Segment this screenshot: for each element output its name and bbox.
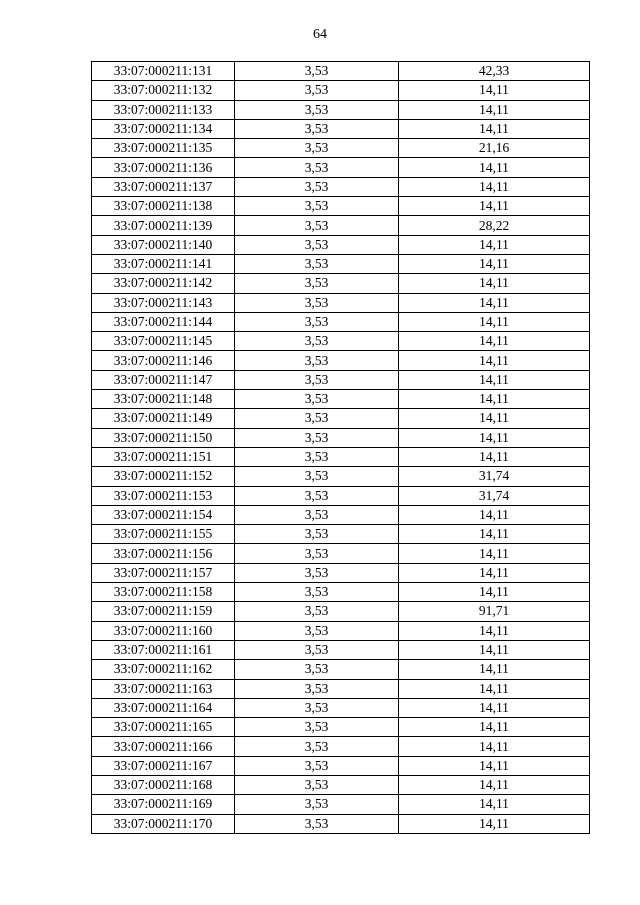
coefficient-cell: 3,53 — [235, 775, 399, 794]
value-cell: 31,74 — [399, 467, 590, 486]
cadastral-number-cell: 33:07:000211:133 — [92, 100, 235, 119]
value-cell: 91,71 — [399, 602, 590, 621]
table-row — [92, 737, 590, 756]
value-cell: 14,11 — [399, 737, 590, 756]
cadastral-number-cell: 33:07:000211:135 — [92, 139, 235, 158]
coefficient-cell: 3,53 — [235, 795, 399, 814]
page-number: 64 — [313, 27, 327, 42]
cadastral-number-cell: 33:07:000211:168 — [92, 775, 235, 794]
value-cell: 14,11 — [399, 274, 590, 293]
coefficient-cell: 3,53 — [235, 158, 399, 177]
cadastral-number-cell: 33:07:000211:145 — [92, 332, 235, 351]
cadastral-number-cell: 33:07:000211:142 — [92, 274, 235, 293]
value-cell: 14,11 — [399, 409, 590, 428]
table-row — [92, 525, 590, 544]
value-cell: 14,11 — [399, 544, 590, 563]
cadastral-number-cell: 33:07:000211:169 — [92, 795, 235, 814]
table-row — [92, 583, 590, 602]
value-cell: 14,11 — [399, 428, 590, 447]
value-cell: 14,11 — [399, 197, 590, 216]
cadastral-number-cell: 33:07:000211:160 — [92, 621, 235, 640]
value-cell: 14,11 — [399, 640, 590, 659]
cadastral-number-cell: 33:07:000211:159 — [92, 602, 235, 621]
value-cell: 14,11 — [399, 621, 590, 640]
coefficient-cell: 3,53 — [235, 62, 399, 81]
value-cell: 14,11 — [399, 81, 590, 100]
table-row — [92, 158, 590, 177]
value-cell: 14,11 — [399, 254, 590, 273]
table-row — [92, 177, 590, 196]
coefficient-cell: 3,53 — [235, 544, 399, 563]
cadastral-number-cell: 33:07:000211:165 — [92, 718, 235, 737]
table-row — [92, 216, 590, 235]
cadastral-number-cell: 33:07:000211:170 — [92, 814, 235, 833]
cadastral-number-cell: 33:07:000211:148 — [92, 390, 235, 409]
table-row — [92, 409, 590, 428]
value-cell: 14,11 — [399, 660, 590, 679]
cadastral-number-cell: 33:07:000211:166 — [92, 737, 235, 756]
cadastral-number-cell: 33:07:000211:152 — [92, 467, 235, 486]
value-cell: 14,11 — [399, 698, 590, 717]
cadastral-number-cell: 33:07:000211:167 — [92, 756, 235, 775]
cadastral-number-cell: 33:07:000211:156 — [92, 544, 235, 563]
table-row — [92, 351, 590, 370]
table-row — [92, 756, 590, 775]
cadastral-number-cell: 33:07:000211:149 — [92, 409, 235, 428]
coefficient-cell: 3,53 — [235, 679, 399, 698]
table-row — [92, 505, 590, 524]
coefficient-cell: 3,53 — [235, 235, 399, 254]
table-row — [92, 544, 590, 563]
value-cell: 28,22 — [399, 216, 590, 235]
value-cell: 31,74 — [399, 486, 590, 505]
cadastral-number-cell: 33:07:000211:134 — [92, 119, 235, 138]
value-cell: 14,11 — [399, 525, 590, 544]
table-row — [92, 254, 590, 273]
table-row — [92, 486, 590, 505]
coefficient-cell: 3,53 — [235, 563, 399, 582]
coefficient-cell: 3,53 — [235, 737, 399, 756]
cadastral-number-cell: 33:07:000211:139 — [92, 216, 235, 235]
coefficient-cell: 3,53 — [235, 409, 399, 428]
cadastral-number-cell: 33:07:000211:143 — [92, 293, 235, 312]
cadastral-number-cell: 33:07:000211:138 — [92, 197, 235, 216]
cadastral-number-cell: 33:07:000211:153 — [92, 486, 235, 505]
value-cell: 14,11 — [399, 293, 590, 312]
table-body — [92, 62, 590, 834]
coefficient-cell: 3,53 — [235, 505, 399, 524]
value-cell: 14,11 — [399, 775, 590, 794]
table-row — [92, 447, 590, 466]
table-row — [92, 563, 590, 582]
table-row — [92, 293, 590, 312]
cadastral-number-cell: 33:07:000211:147 — [92, 370, 235, 389]
table-row — [92, 698, 590, 717]
value-cell: 14,11 — [399, 505, 590, 524]
coefficient-cell: 3,53 — [235, 814, 399, 833]
coefficient-cell: 3,53 — [235, 602, 399, 621]
table-row — [92, 621, 590, 640]
table-row — [92, 370, 590, 389]
table-row — [92, 332, 590, 351]
coefficient-cell: 3,53 — [235, 486, 399, 505]
table-row — [92, 467, 590, 486]
cadastral-number-cell: 33:07:000211:132 — [92, 81, 235, 100]
coefficient-cell: 3,53 — [235, 428, 399, 447]
coefficient-cell: 3,53 — [235, 81, 399, 100]
coefficient-cell: 3,53 — [235, 177, 399, 196]
table-row — [92, 197, 590, 216]
table-row — [92, 679, 590, 698]
coefficient-cell: 3,53 — [235, 390, 399, 409]
value-cell: 14,11 — [399, 814, 590, 833]
value-cell: 14,11 — [399, 100, 590, 119]
table-row — [92, 100, 590, 119]
table-row — [92, 312, 590, 331]
cadastral-number-cell: 33:07:000211:137 — [92, 177, 235, 196]
coefficient-cell: 3,53 — [235, 370, 399, 389]
coefficient-cell: 3,53 — [235, 254, 399, 273]
cadastral-number-cell: 33:07:000211:158 — [92, 583, 235, 602]
value-cell: 14,11 — [399, 370, 590, 389]
value-cell: 14,11 — [399, 563, 590, 582]
coefficient-cell: 3,53 — [235, 583, 399, 602]
coefficient-cell: 3,53 — [235, 293, 399, 312]
value-cell: 14,11 — [399, 795, 590, 814]
value-cell: 42,33 — [399, 62, 590, 81]
table-row — [92, 274, 590, 293]
cadastral-number-cell: 33:07:000211:157 — [92, 563, 235, 582]
table-row — [92, 814, 590, 833]
table-row — [92, 775, 590, 794]
coefficient-cell: 3,53 — [235, 467, 399, 486]
cadastral-number-cell: 33:07:000211:164 — [92, 698, 235, 717]
value-cell: 14,11 — [399, 756, 590, 775]
cadastral-number-cell: 33:07:000211:151 — [92, 447, 235, 466]
coefficient-cell: 3,53 — [235, 525, 399, 544]
coefficient-cell: 3,53 — [235, 698, 399, 717]
cadastral-number-cell: 33:07:000211:146 — [92, 351, 235, 370]
table-row — [92, 62, 590, 81]
cadastral-number-cell: 33:07:000211:161 — [92, 640, 235, 659]
table-row — [92, 81, 590, 100]
cadastral-number-cell: 33:07:000211:163 — [92, 679, 235, 698]
value-cell: 14,11 — [399, 312, 590, 331]
coefficient-cell: 3,53 — [235, 660, 399, 679]
cadastral-number-cell: 33:07:000211:155 — [92, 525, 235, 544]
cadastral-table — [91, 61, 590, 834]
value-cell: 14,11 — [399, 158, 590, 177]
coefficient-cell: 3,53 — [235, 274, 399, 293]
table-row — [92, 139, 590, 158]
coefficient-cell: 3,53 — [235, 332, 399, 351]
coefficient-cell: 3,53 — [235, 756, 399, 775]
coefficient-cell: 3,53 — [235, 119, 399, 138]
cadastral-number-cell: 33:07:000211:150 — [92, 428, 235, 447]
coefficient-cell: 3,53 — [235, 312, 399, 331]
value-cell: 14,11 — [399, 332, 590, 351]
value-cell: 21,16 — [399, 139, 590, 158]
table-row — [92, 235, 590, 254]
coefficient-cell: 3,53 — [235, 100, 399, 119]
table-row — [92, 602, 590, 621]
value-cell: 14,11 — [399, 177, 590, 196]
table-row — [92, 718, 590, 737]
table-row — [92, 640, 590, 659]
table-row — [92, 390, 590, 409]
table-row — [92, 119, 590, 138]
value-cell: 14,11 — [399, 119, 590, 138]
table-row — [92, 795, 590, 814]
table-row — [92, 428, 590, 447]
cadastral-number-cell: 33:07:000211:140 — [92, 235, 235, 254]
value-cell: 14,11 — [399, 390, 590, 409]
coefficient-cell: 3,53 — [235, 718, 399, 737]
cadastral-number-cell: 33:07:000211:144 — [92, 312, 235, 331]
coefficient-cell: 3,53 — [235, 621, 399, 640]
value-cell: 14,11 — [399, 679, 590, 698]
table-row — [92, 660, 590, 679]
coefficient-cell: 3,53 — [235, 447, 399, 466]
value-cell: 14,11 — [399, 351, 590, 370]
coefficient-cell: 3,53 — [235, 216, 399, 235]
cadastral-number-cell: 33:07:000211:141 — [92, 254, 235, 273]
coefficient-cell: 3,53 — [235, 640, 399, 659]
value-cell: 14,11 — [399, 235, 590, 254]
value-cell: 14,11 — [399, 447, 590, 466]
cadastral-number-cell: 33:07:000211:136 — [92, 158, 235, 177]
value-cell: 14,11 — [399, 583, 590, 602]
cadastral-number-cell: 33:07:000211:131 — [92, 62, 235, 81]
coefficient-cell: 3,53 — [235, 197, 399, 216]
coefficient-cell: 3,53 — [235, 139, 399, 158]
cadastral-number-cell: 33:07:000211:154 — [92, 505, 235, 524]
value-cell: 14,11 — [399, 718, 590, 737]
cadastral-number-cell: 33:07:000211:162 — [92, 660, 235, 679]
coefficient-cell: 3,53 — [235, 351, 399, 370]
